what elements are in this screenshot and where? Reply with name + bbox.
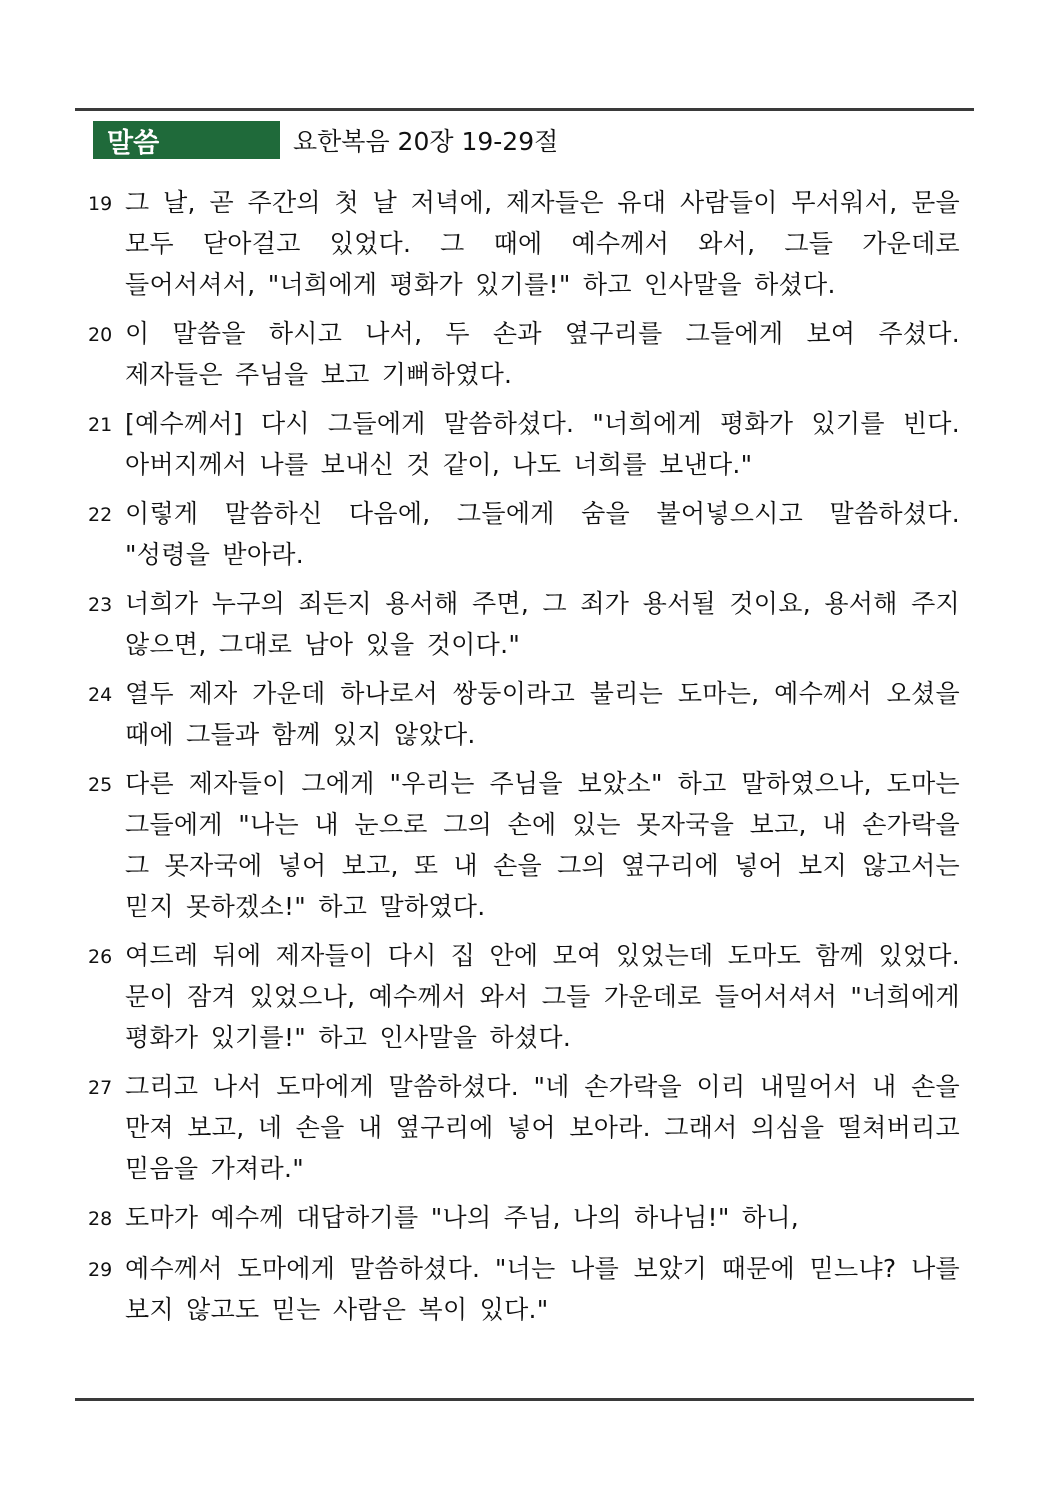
verse-text: 여드레 뒤에 제자들이 다시 집 안에 모여 있었는데 도마도 함께 있었다. 문이 잠겨 있었으나, 예수께서 와서 그들 가운데로 들어서셔서 "너희에게 평화가 있기를!" 하고 인사말을 하셨다. bbox=[125, 941, 960, 1052]
verse bbox=[80, 403, 960, 485]
verse bbox=[80, 313, 960, 395]
passage-header bbox=[93, 121, 558, 159]
verse-number: 21 bbox=[88, 414, 113, 436]
verse-number: 20 bbox=[88, 324, 113, 346]
verse-number: 22 bbox=[88, 504, 113, 526]
verse bbox=[80, 583, 960, 665]
verse-text: 도마가 예수께 대답하기를 "나의 주님, 나의 하나님!" 하니, bbox=[125, 1203, 800, 1232]
verse-number: 26 bbox=[88, 946, 113, 968]
verse-number: 25 bbox=[88, 774, 113, 796]
verse-text: 열두 제자 가운데 하나로서 쌍둥이라고 불리는 도마는, 예수께서 오셨을 때에 그들과 함께 있지 않았다. bbox=[125, 679, 960, 749]
verse bbox=[80, 182, 960, 305]
verse bbox=[80, 493, 960, 575]
section-label-box bbox=[93, 121, 280, 159]
verse-number: 28 bbox=[88, 1208, 113, 1230]
verse bbox=[80, 763, 960, 927]
top-rule bbox=[75, 108, 974, 111]
verse-text: 다른 제자들이 그에게 "우리는 주님을 보았소" 하고 말하였으나, 도마는 그들에게 "나는 내 눈으로 그의 손에 있는 못자국을 보고, 내 손가락을 그 못자국에 넣어 보고, 또 내 손을 그의 옆구리에 넣어 보지 않고서는 믿지 못하겠소!" 하고 말하였다. bbox=[125, 769, 960, 921]
verse bbox=[80, 1197, 960, 1240]
verse-number: 23 bbox=[88, 594, 113, 616]
verse-text: 그 날, 곧 주간의 첫 날 저녁에, 제자들은 유대 사람들이 무서워서, 문을 모두 닫아걸고 있었다. 그 때에 예수께서 와서, 그들 가운데로 들어서셔서, "너희에게 평화가 있기를!" 하고 인사말을 하셨다. bbox=[125, 188, 960, 299]
verse-text: 이 말씀을 하시고 나서, 두 손과 옆구리를 그들에게 보여 주셨다. 제자들은 주님을 보고 기뻐하였다. bbox=[125, 319, 960, 389]
section-label: 말씀 bbox=[107, 127, 160, 159]
verse-text: 이렇게 말씀하신 다음에, 그들에게 숨을 불어넣으시고 말씀하셨다. "성령을 받아라. bbox=[125, 499, 960, 569]
verse-text: 너희가 누구의 죄든지 용서해 주면, 그 죄가 용서될 것이요, 용서해 주지 않으면, 그대로 남아 있을 것이다." bbox=[125, 589, 960, 659]
verse-text: 그리고 나서 도마에게 말씀하셨다. "네 손가락을 이리 내밀어서 내 손을 만져 보고, 네 손을 내 옆구리에 넣어 보아라. 그래서 의심을 떨쳐버리고 믿음을 가져라." bbox=[125, 1072, 960, 1183]
verse bbox=[80, 935, 960, 1058]
verse-text: [예수께서] 다시 그들에게 말씀하셨다. "너희에게 평화가 있기를 빈다. 아버지께서 나를 보내신 것 같이, 나도 너희를 보낸다." bbox=[125, 409, 960, 479]
verse-text: 예수께서 도마에게 말씀하셨다. "너는 나를 보았기 때문에 믿느냐? 나를 보지 않고도 믿는 사람은 복이 있다." bbox=[125, 1254, 960, 1324]
verse-list bbox=[80, 182, 960, 1338]
verse bbox=[80, 673, 960, 755]
bottom-rule bbox=[75, 1398, 974, 1401]
verse bbox=[80, 1248, 960, 1330]
verse-number: 27 bbox=[88, 1077, 113, 1099]
verse-number: 29 bbox=[88, 1259, 113, 1281]
verse bbox=[80, 1066, 960, 1189]
verse-number: 19 bbox=[88, 193, 113, 215]
passage-reference: 요한복음 20장 19-29절 bbox=[293, 127, 559, 156]
verse-number: 24 bbox=[88, 684, 113, 706]
